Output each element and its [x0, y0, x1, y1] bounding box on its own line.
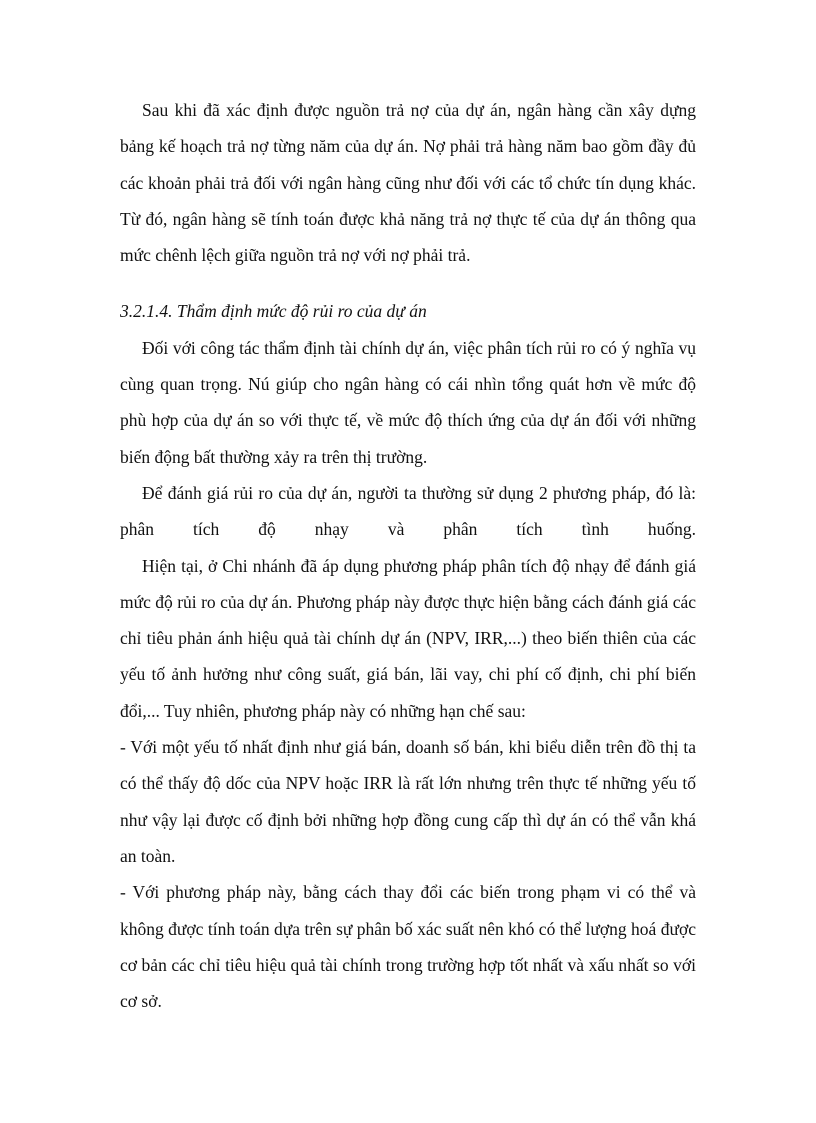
paragraph-risk-analysis-importance: Đối với công tác thẩm định tài chính dự án, việc phân tích rủi ro có ý nghĩa vụ cùng quan trọng. Nú giúp cho ngân hàng có cái nhìn tổng quát hơn về mức độ phù hợp của dự án so với thực tế, về mức độ thích ứng của dự án đối với những biến động bất thường xảy ra trên thị trường. [120, 337, 696, 467]
paragraph-debt-repayment-plan: Sau khi đã xác định được nguồn trả nợ của dự án, ngân hàng cần xây dựng bảng kế hoạch trả nợ từng năm của dự án. Nợ phải trả hàng năm bao gồm đầy đủ các khoản phải trả đối với ngân hàng cũng như đối với các tổ chức tín dụng khác. Từ đó, ngân hàng sẽ tính toán được khả năng trả nợ thực tế của dự án thông qua mức chênh lệch giữa nguồn trả nợ với nợ phải trả. [120, 100, 696, 266]
paragraph-limitation-one: - Với một yếu tố nhất định như giá bán, doanh số bán, khi biểu diễn trên đồ thị ta có thể thấy độ dốc của NPV hoặc IRR là rất lớn nhưng trên thực tế những yếu tố như vậy lại được cố định bởi những hợp đồng cung cấp thì dự án có thể vẫn khá an toàn. [120, 737, 696, 866]
paragraph-risk-methods: Để đánh giá rủi ro của dự án, người ta thường sử dụng 2 phương pháp, đó là: phân tích độ nhạy và phân tích tình huống. [120, 482, 696, 540]
paragraph-sensitivity-analysis: Hiện tại, ở Chi nhánh đã áp dụng phương pháp phân tích độ nhạy để đánh giá mức độ rủi ro của dự án. Phương pháp này được thực hiện bằng cách đánh giá các chỉ tiêu phản ánh hiệu quả tài chính dự án (NPV, IRR,...) theo biến thiên của các yếu tố ảnh hưởng như công suất, giá bán, lãi vay, chi phí cố định, chi phí biến đổi,... Tuy nhiên, phương pháp này có những hạn chế sau: [120, 555, 696, 721]
paragraph-limitation-two: - Với phương pháp này, bằng cách thay đổi các biến trong phạm vi có thể và không được tính toán dựa trên sự phân bố xác suất nên khó có thể lượng hoá được cơ bản các chỉ tiêu hiệu quả tài chính trong trường hợp tốt nhất và xấu nhất so với cơ sở. [120, 882, 696, 1012]
document-page [120, 92, 696, 1019]
paragraph-gap [120, 273, 696, 293]
section-heading: 3.2.1.4. Thẩm định mức độ rủi ro của dự án [120, 301, 427, 322]
